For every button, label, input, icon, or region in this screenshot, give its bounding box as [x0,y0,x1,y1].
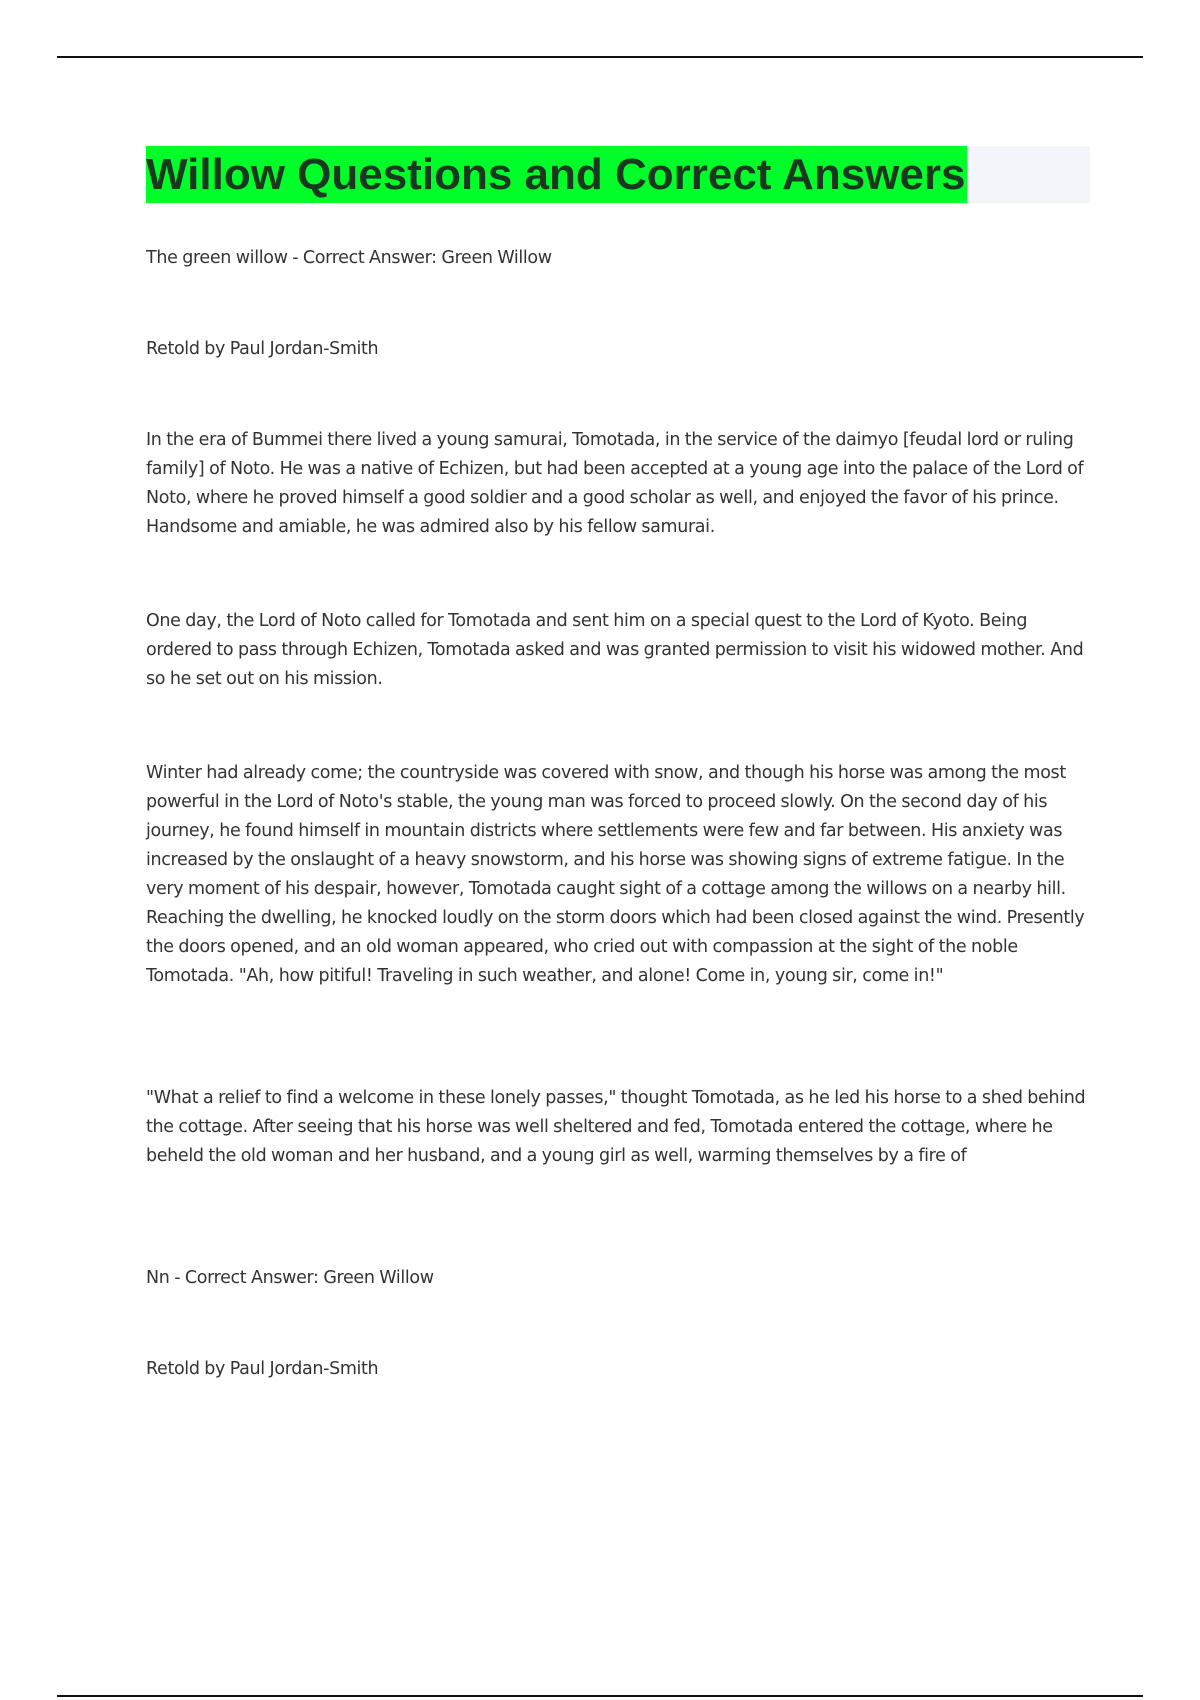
top-rule [57,56,1143,58]
answer-line: Nn - Correct Answer: Green Willow [146,1268,434,1288]
paragraph: In the era of Bummei there lived a young samurai, Tomotada, in the service of the daimyo [feudal lord or ruling family] of Noto. He was a native of Echizen, but had been accepted at a young age into the palace of the Lord of Noto, where he proved himself a good soldier and a good scholar as well, and enjoyed the favor of his prince. Handsome and amiable, he was admired also by his fellow samurai. [146,430,1084,537]
byline: Retold by Paul Jordan-Smith [146,1359,379,1379]
paragraph: Winter had already come; the countryside was covered with snow, and though his horse was among the most powerful in the Lord of Noto's stable, the young man was forced to proceed slowly. On the second day of his journey, he found himself in mountain districts where settlements were few and far between. His anxiety was increased by the onslaught of a heavy snowstorm, and his horse was showing signs of extreme fatigue. In the very moment of his despair, however, Tomotada caught sight of a cottage among the willows on a nearby hill. Reaching the dwelling, he knocked loudly on the storm doors which had been closed against the wind. Presently the doors opened, and an old woman appeared, who cried out with compassion at the sight of the noble Tomotada. "Ah, how pitiful! Traveling in such weather, and alone! Come in, young sir, come in!" [146,763,1085,986]
paragraph: One day, the Lord of Noto called for Tomotada and sent him on a special quest to the Lord of Kyoto. Being ordered to pass through Echizen, Tomotada asked and was granted permission to visit his widowed mother. And so he set out on his mission. [146,611,1084,689]
answer-line: The green willow - Correct Answer: Green Willow [146,248,552,268]
bottom-rule [57,1695,1143,1697]
paragraph: "What a relief to find a welcome in these lonely passes," thought Tomotada, as he led his horse to a shed behind the cottage. After seeing that his horse was well sheltered and fed, Tomotada entered the cottage, where he beheld the old woman and her husband, and a young girl as well, warming themselves by a fire of [146,1088,1086,1166]
byline: Retold by Paul Jordan-Smith [146,339,379,359]
title-banner [146,146,1090,203]
document-title: Willow Questions and Correct Answers [146,146,967,203]
